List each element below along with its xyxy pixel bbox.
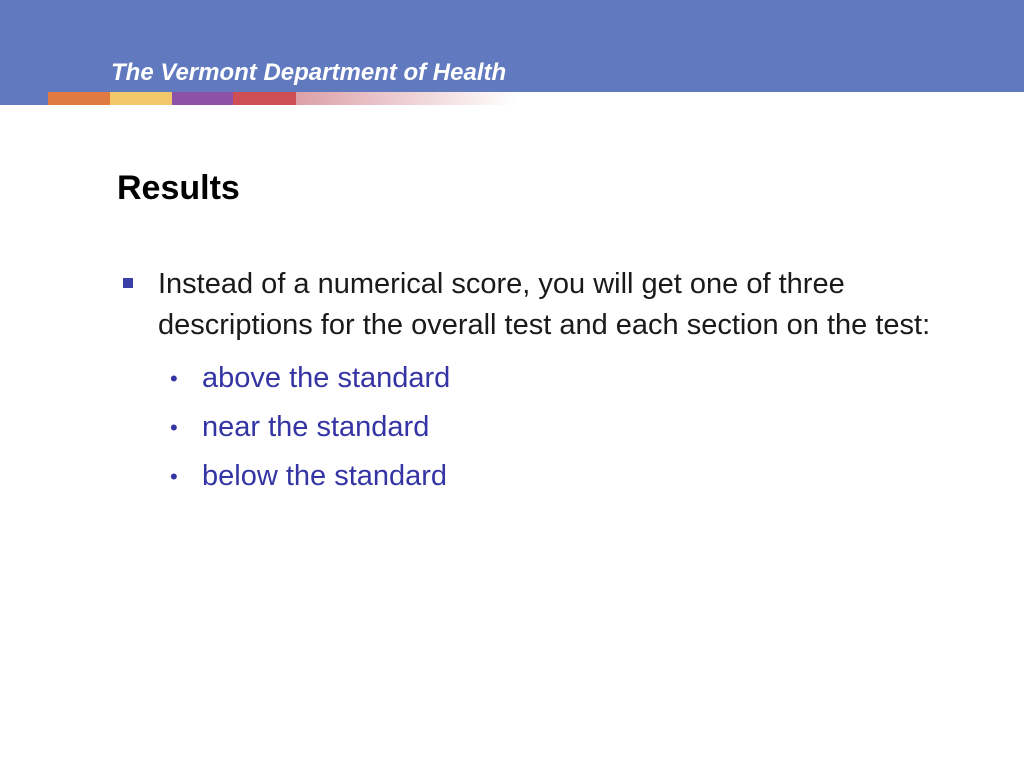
sub-bullet-text: above the standard xyxy=(202,362,451,394)
sub-bullet-text: near the standard xyxy=(202,411,430,443)
strip-segment-orange xyxy=(48,92,110,105)
main-bullet-text: Instead of a numerical score, you will get one of three descriptions for the overall test and each section on the test: xyxy=(158,268,931,341)
color-strip xyxy=(0,92,1024,105)
body-list xyxy=(118,264,998,501)
strip-segment-yellow xyxy=(110,92,172,105)
strip-fade xyxy=(296,92,516,105)
sub-bullet xyxy=(118,354,998,403)
dot-bullet-icon: • xyxy=(170,366,178,391)
sub-bullet xyxy=(118,452,998,501)
dot-bullet-icon: • xyxy=(170,464,178,489)
main-bullet xyxy=(118,264,998,346)
sub-bullet xyxy=(118,403,998,452)
sub-bullet-list xyxy=(118,354,998,501)
header-title: The Vermont Department of Health xyxy=(111,59,507,86)
strip-segment-blue xyxy=(0,92,48,105)
square-bullet-icon xyxy=(123,278,133,288)
dot-bullet-icon: • xyxy=(170,415,178,440)
strip-segment-purple xyxy=(172,92,233,105)
sub-bullet-text: below the standard xyxy=(202,460,448,492)
slide-title: Results xyxy=(117,169,240,207)
strip-segment-red xyxy=(233,92,296,105)
